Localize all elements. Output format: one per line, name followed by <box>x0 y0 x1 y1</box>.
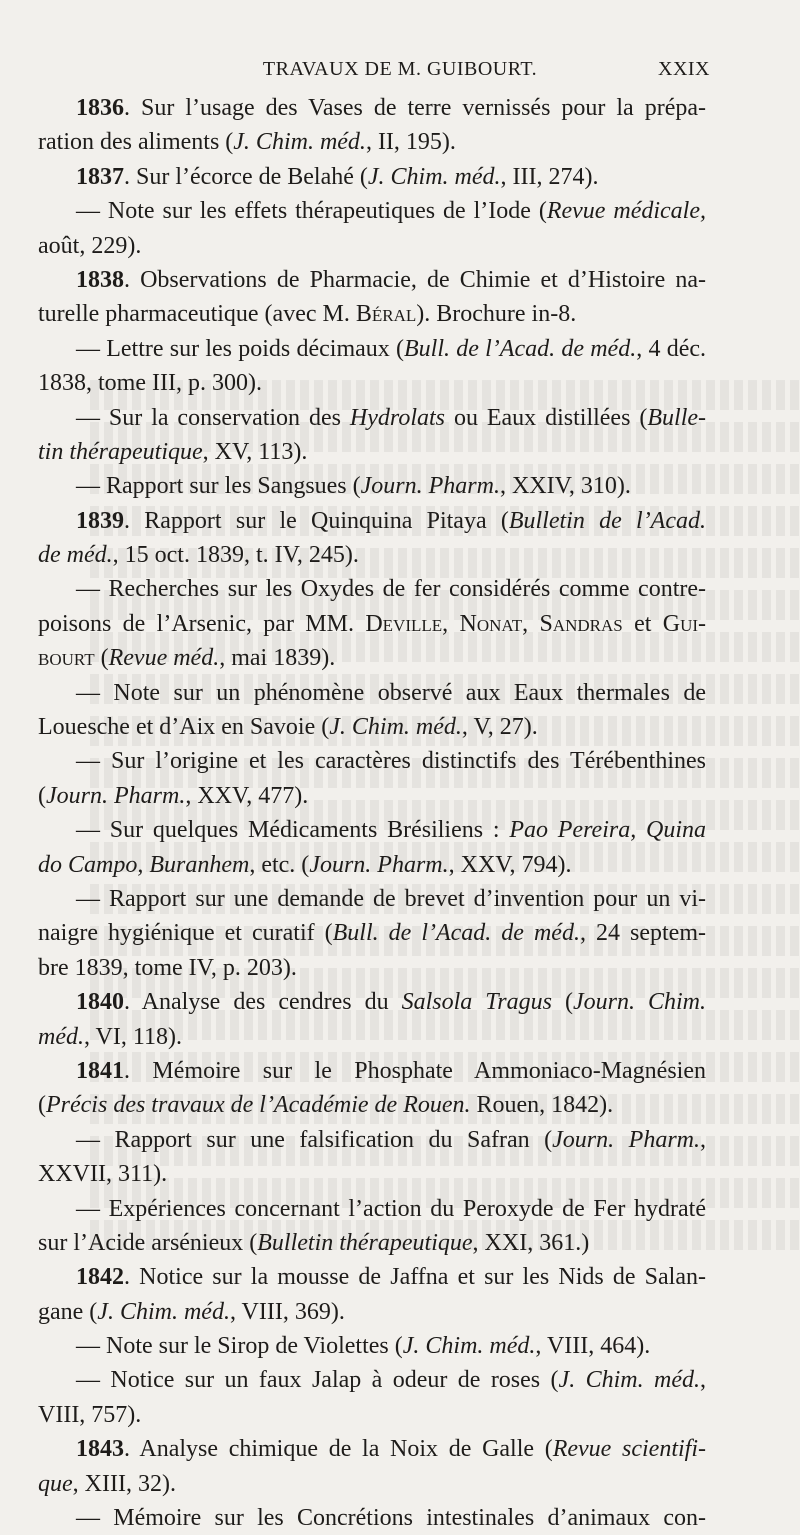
text-segment: sur l’Acide arsénieux ( <box>38 1229 258 1256</box>
text-line <box>38 1467 706 1501</box>
text-line <box>38 882 706 916</box>
italic-citation: Journ. Pharm. <box>46 782 186 809</box>
text-segment: — Rapport sur les Sangsues ( <box>76 473 361 500</box>
text-segment: gane ( <box>38 1298 98 1325</box>
text-line <box>38 1295 706 1329</box>
text-segment: turelle pharmaceutique (avec M. <box>38 301 356 328</box>
entry-year: 1838 <box>76 266 124 293</box>
text-segment: — Sur l’origine et les caractères distinctifs des Térébenthines <box>76 748 706 775</box>
text-line <box>38 332 706 366</box>
text-segment: ou Eaux distillées ( <box>445 404 648 431</box>
page-header-title: TRAVAUX DE M. GUIBOURT. <box>262 58 538 80</box>
text-segment: . Rapport sur le Quinquina Pitaya ( <box>124 507 509 534</box>
entry-year: 1843 <box>76 1436 124 1463</box>
text-line <box>38 160 706 194</box>
bibliography-list <box>38 91 706 1535</box>
text-line <box>38 366 706 400</box>
small-caps-name: Nonat <box>459 610 523 637</box>
italic-citation: Bulletin thérapeutique <box>257 1229 473 1256</box>
text-segment: — Note sur les effets thérapeutiques de l’Iode ( <box>76 198 547 225</box>
entry-year: 1840 <box>76 989 124 1016</box>
text-segment: — Lettre sur les poids décimaux ( <box>76 335 404 362</box>
text-line <box>38 1501 706 1535</box>
text-line <box>38 1157 706 1191</box>
italic-citation: que <box>38 1470 73 1497</box>
text-line <box>38 1054 706 1088</box>
text-segment: , XIII, 32). <box>72 1470 176 1497</box>
text-segment: , VI, 118). <box>83 1023 182 1050</box>
italic-citation: tin thérapeutique <box>38 438 203 465</box>
italic-citation: do Campo, Buranhem <box>38 851 250 878</box>
text-segment: , VIII, 369). <box>229 1298 345 1325</box>
text-segment: — Recherches sur les Oxydes de fer considérés comme contre- <box>76 576 706 603</box>
text-line <box>38 229 706 263</box>
text-segment: ( <box>94 645 109 672</box>
italic-citation: Bulletin de l’Acad. <box>508 507 706 534</box>
small-caps-name: Béral <box>355 301 417 328</box>
text-segment: ( <box>38 1092 46 1119</box>
text-segment: — Sur quelques Médicaments Brésiliens : <box>76 817 510 844</box>
text-line <box>38 125 706 159</box>
text-segment: — Sur la conservation des <box>76 404 350 431</box>
text-segment: — Note sur le Sirop de Violettes ( <box>76 1333 403 1360</box>
small-caps-name: Deville <box>365 610 443 637</box>
italic-citation: Journ. Pharm. <box>309 851 449 878</box>
text-segment: poisons de l’Arsenic, par MM. <box>38 610 366 637</box>
text-line <box>38 1192 706 1226</box>
text-line <box>38 401 706 435</box>
text-segment: , <box>522 610 540 637</box>
entry-year: 1837 <box>76 163 124 190</box>
text-segment: ( <box>38 782 46 809</box>
italic-citation: J. Chim. méd. <box>329 714 462 741</box>
text-line <box>38 779 706 813</box>
italic-citation: Bull. de l’Acad. de méd. <box>332 920 580 947</box>
entry-year: 1841 <box>76 1057 124 1084</box>
text-line <box>38 469 706 503</box>
text-segment: , II, 195). <box>365 129 456 156</box>
text-segment: ration des aliments ( <box>38 129 234 156</box>
text-segment: — Notice sur un faux Jalap à odeur de roses ( <box>76 1367 559 1394</box>
italic-citation: Hydrolats <box>349 404 446 431</box>
italic-citation: de méd. <box>38 542 113 569</box>
text-line <box>38 1363 706 1397</box>
text-line <box>38 641 706 675</box>
text-segment: 1838, tome III, p. 300). <box>38 370 262 397</box>
text-segment: , III, 274). <box>500 163 599 190</box>
text-line <box>38 435 706 469</box>
text-line <box>38 194 706 228</box>
text-line <box>38 91 706 125</box>
italic-citation: J. Chim. méd. <box>233 129 366 156</box>
text-line <box>38 297 706 331</box>
text-segment: , mai 1839). <box>219 645 336 672</box>
italic-citation: J. Chim. méd. <box>402 1333 536 1360</box>
text-segment: , XXI, 361.) <box>472 1229 590 1256</box>
text-segment: , XXV, 477). <box>185 782 309 809</box>
text-segment: ). Brochure in-8. <box>416 301 577 328</box>
text-segment: et <box>622 610 663 637</box>
text-line <box>38 710 706 744</box>
text-line <box>38 813 706 847</box>
text-line <box>38 1123 706 1157</box>
text-line <box>38 1020 706 1054</box>
text-segment: , <box>442 610 460 637</box>
text-segment: , etc. ( <box>249 851 310 878</box>
running-head <box>0 58 800 88</box>
italic-citation: Revue scientifi- <box>552 1436 706 1463</box>
text-line <box>38 951 706 985</box>
italic-citation: méd. <box>38 1023 84 1050</box>
text-segment: . Sur l’écorce de Belahé ( <box>124 163 368 190</box>
entry-year: 1842 <box>76 1264 124 1291</box>
italic-citation: Précis des travaux de l’Académie de Rouen. <box>46 1092 471 1119</box>
text-segment: . Notice sur la mousse de Jaffna et sur les Nids de Salan- <box>124 1264 706 1291</box>
text-segment: Louesche et d’Aix en Savoie ( <box>38 714 330 741</box>
text-segment: , 15 oct. 1839, t. IV, 245). <box>112 542 359 569</box>
text-segment: XXVII, 311). <box>38 1161 168 1188</box>
small-caps-name: bourt <box>38 645 95 672</box>
italic-citation: Revue méd. <box>108 645 220 672</box>
italic-citation: Salsola Tragus <box>401 989 552 1016</box>
text-segment: — Mémoire sur les Concrétions intestinales d’animaux con- <box>76 1505 706 1532</box>
text-line <box>38 848 706 882</box>
text-line <box>38 1088 706 1122</box>
small-caps-name: Gui- <box>662 610 707 637</box>
text-segment: . Observations de Pharmacie, de Chimie et d’Histoire na- <box>124 266 706 293</box>
text-segment: , <box>700 1367 706 1394</box>
text-line <box>38 1260 706 1294</box>
italic-citation: Bulle- <box>647 404 706 431</box>
text-segment: , XXV, 794). <box>448 851 572 878</box>
text-segment: . Analyse des cendres du <box>124 989 402 1016</box>
text-segment: — Note sur un phénomène observé aux Eaux thermales de <box>76 679 706 706</box>
small-caps-name: Sandras <box>539 610 623 637</box>
italic-citation: J. Chim. méd. <box>97 1298 230 1325</box>
text-segment: , XV, 113). <box>202 438 308 465</box>
text-segment: — Rapport sur une demande de brevet d’invention pour un vi- <box>76 885 706 912</box>
text-segment: . Sur l’usage des Vases de terre vernissés pour la prépa- <box>124 95 706 121</box>
italic-citation: Journ. Chim. <box>573 989 706 1016</box>
text-segment: . Mémoire sur le Phosphate Ammoniaco-Magnésien <box>124 1057 706 1084</box>
text-segment: , XXIV, 310). <box>499 473 631 500</box>
text-line <box>38 263 706 297</box>
text-segment: — Expériences concernant l’action du Peroxyde de Fer hydraté <box>76 1195 706 1222</box>
text-segment: bre 1839, tome IV, p. 203). <box>38 954 297 981</box>
entry-year: 1839 <box>76 507 124 534</box>
italic-citation: Journ. Pharm. <box>360 473 500 500</box>
text-segment: ( <box>552 989 573 1016</box>
text-line <box>38 676 706 710</box>
text-line <box>38 1226 706 1260</box>
text-segment: naigre hygiénique et curatif ( <box>38 920 333 947</box>
italic-citation: J. Chim. méd. <box>558 1367 700 1394</box>
text-line <box>38 1329 706 1363</box>
text-segment: — Rapport sur une falsification du Safran ( <box>76 1126 553 1153</box>
text-line <box>38 1432 706 1466</box>
text-line <box>38 538 706 572</box>
text-segment: Rouen, 1842). <box>470 1092 614 1119</box>
text-segment: août, 229). <box>38 232 142 259</box>
text-line <box>38 572 706 606</box>
italic-citation: Pao Pereira, Quina <box>509 817 706 844</box>
entry-year: 1836 <box>76 95 124 121</box>
text-line <box>38 607 706 641</box>
text-line <box>38 985 706 1019</box>
text-line <box>38 916 706 950</box>
text-segment: , 4 déc. <box>636 335 706 362</box>
italic-citation: Journ. Pharm. <box>552 1126 700 1153</box>
italic-citation: Bull. de l’Acad. de méd. <box>404 335 637 362</box>
text-line <box>38 504 706 538</box>
italic-citation: Revue médicale, <box>546 198 706 225</box>
page-number: XXIX <box>658 58 710 80</box>
text-segment: , V, 27). <box>461 714 538 741</box>
text-line <box>38 1398 706 1432</box>
text-segment: , 24 septem- <box>579 920 706 947</box>
text-segment: VIII, 757). <box>38 1401 142 1428</box>
text-line <box>38 744 706 778</box>
text-segment: , <box>700 1126 706 1153</box>
text-segment: , VIII, 464). <box>535 1333 651 1360</box>
italic-citation: J. Chim. méd. <box>367 163 501 190</box>
text-segment: . Analyse chimique de la Noix de Galle ( <box>124 1436 553 1463</box>
